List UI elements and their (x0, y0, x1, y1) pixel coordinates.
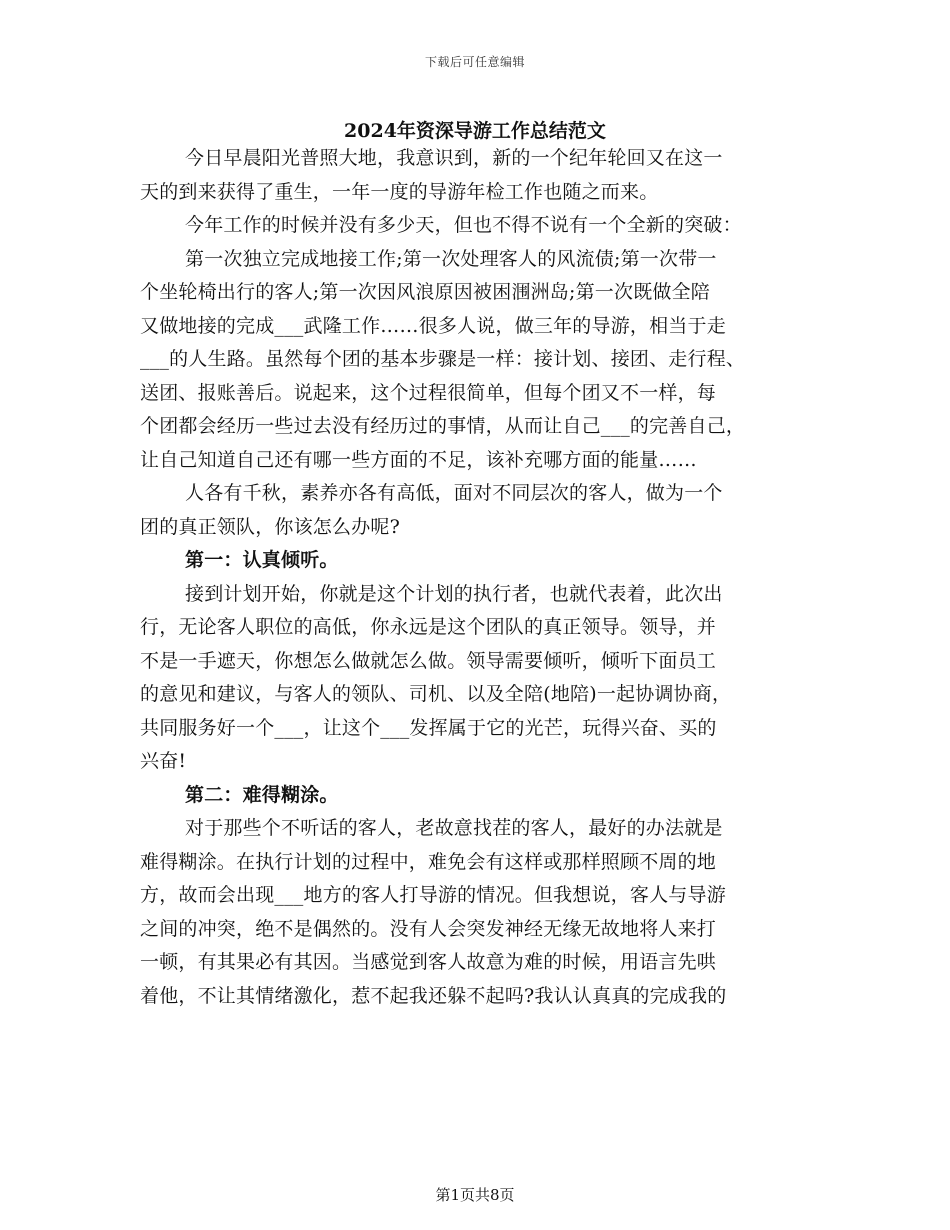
paragraph-line: 今年工作的时候并没有多少天，但也不得不说有一个全新的突破： (185, 214, 742, 236)
paragraph-line: 着他，不让其情绪激化，惹不起我还躲不起吗?我认认真真的完成我的 (140, 984, 727, 1007)
paragraph-line: 又做地接的完成___武隆工作……很多人说，做三年的导游，相当于走 (140, 314, 726, 337)
paragraph-line: 个团都会经历一些过去没有经历过的事情，从而让自己___的完善自己， (140, 415, 746, 437)
document-title: 2024年资深导游工作总结范文 (344, 120, 606, 142)
paragraph-line: 接到计划开始，你就是这个计划的执行者，也就代表着，此次出 (185, 582, 723, 605)
paragraph-line: 不是一手遮天，你想怎么做就怎么做。领导需要倾听，倾听下面员工 (140, 649, 717, 672)
paragraph-line: 对于那些个不听话的客人，老故意找茬的客人，最好的办法就是 (185, 817, 723, 839)
page-number: 第1页共8页 (435, 1186, 515, 1204)
paragraph-line: ___的人生路。虽然每个团的基本步骤是一样：接计划、接团、走行程、 (140, 348, 746, 370)
paragraph-line: 人各有千秋，素养亦各有高低，面对不同层次的客人，做为一个 (185, 482, 723, 504)
paragraph-line: 的意见和建议，与客人的领队、司机、以及全陪(地陪)一起协调协商， (140, 683, 732, 705)
paragraph-line: 今日早晨阳光普照大地，我意识到，新的一个纪年轮回又在这一 (185, 147, 723, 169)
paragraph-line: 共同服务好一个___，让这个___发挥属于它的光芒，玩得兴奋、买的 (140, 716, 717, 739)
paragraph-line: 第一次独立完成地接工作;第一次处理客人的风流债;第一次带一 (185, 247, 717, 270)
paragraph-line: 之间的冲突，绝不是偶然的。没有人会突发神经无缘无故地将人来打 (140, 917, 717, 940)
paragraph-line: 兴奋! (140, 750, 187, 772)
header-note: 下载后可任意编辑 (424, 55, 525, 69)
section-heading: 第二：难得糊涂。 (185, 783, 339, 806)
paragraph-line: 个坐轮椅出行的客人;第一次因风浪原因被困涠洲岛;第一次既做全陪 (140, 281, 711, 303)
document-body (140, 142, 820, 1013)
paragraph-line: 难得糊涂。在执行计划的过程中，难免会有这样或那样照顾不周的地 (140, 850, 717, 873)
paragraph-line: 送团、报账善后。说起来，这个过程很简单，但每个团又不一样，每 (140, 381, 717, 404)
paragraph-line: 行，无论客人职位的高低，你永远是这个团队的真正领导。领导，并 (140, 616, 717, 638)
paragraph-line: 团的真正领队，你该怎么办呢? (140, 515, 400, 538)
paragraph-line: 天的到来获得了重生，一年一度的导游年检工作也随之而来。 (140, 180, 659, 203)
paragraph-line: 一顿，有其果必有其因。当感觉到客人故意为难的时候，用语言先哄 (140, 951, 717, 973)
paragraph-line: 让自己知道自己还有哪一些方面的不足，该补充哪方面的能量…… (140, 448, 697, 471)
section-heading: 第一：认真倾听。 (185, 549, 339, 571)
paragraph-line: 方，故而会出现___地方的客人打导游的情况。但我想说，客人与导游 (140, 884, 726, 906)
